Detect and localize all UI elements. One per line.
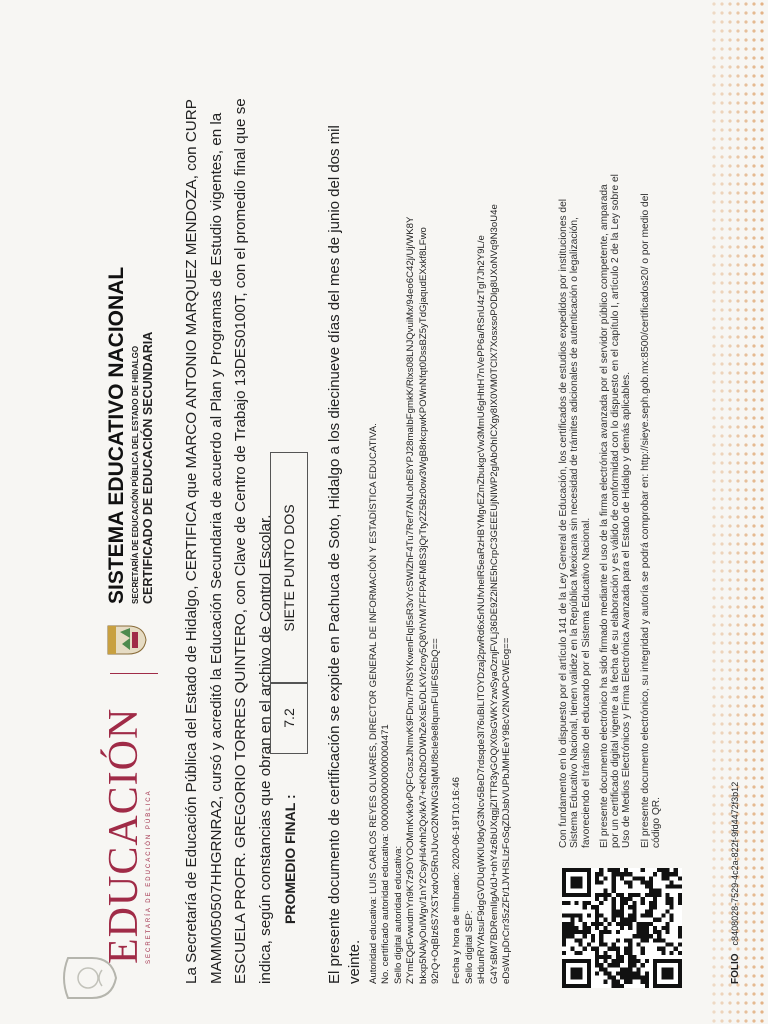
note-line: Con fundamento en lo dispuesto por el artículo 141 de la Ley General de Educación, los certificados de estudios expedidos por instituciones del: [558, 198, 569, 848]
certificate-type: CERTIFICADO DE EDUCACIÓN SECUNDARIA: [141, 331, 155, 604]
paragraph-line: ESCUELA PROFR. GREGORIO TORRES QUINTERO, con Clave de Centro de Trabajo 13DES0100T, con el promedio final que se: [232, 98, 250, 984]
certificate-number: No. certificado autoridad educativa: 00000000000000004471: [380, 724, 392, 984]
certification-paragraph: [180, 24, 279, 984]
note-line: Sistema Educativo Nacional, tienen validez en la República Mexicana sin necesidad de trámites adicionales de autenticación o legalización,: [569, 217, 581, 848]
system-title: SISTEMA EDUCATIVO NACIONAL: [105, 266, 128, 604]
note-line: El presente documento electrónico ha sido firmado mediante el uso de la firma electrónica avanzada por el servidor público competente, amparada: [598, 184, 610, 848]
secretariat-subtitle: SECRETARÍA DE EDUCACIÓN PÚBLICA DEL ESTADO DE HIDALGO: [131, 345, 140, 604]
folio-value: c8408028-7529-4c2a-822f-9fd4472f3b12: [730, 781, 740, 946]
digital-signature-block: [368, 24, 513, 984]
note-line: El presente documento electrónico, su integridad y autoría se podrá comprobar en: http://sieye.seph.gob.mx:8500/certificados20/ o por medio del: [639, 193, 651, 848]
note-line: código QR.: [651, 797, 663, 848]
average-value-box: [270, 682, 308, 754]
legal-notes: [558, 28, 662, 848]
qr-code-icon[interactable]: [562, 868, 682, 988]
note-line: Uso de Medios Electrónicos y Firma Electrónica Avanzada para el Estado de Hidalgo y demás aplicables.: [621, 371, 633, 848]
paragraph-line: indica, según constancias que obran en el archivo de Control Escolar.: [257, 514, 275, 984]
seal-line: bkxp5NAlyOuIWgv/1nY2CsyHi4vhh2Qx/kA7+eKh2bODWhZeXsEvDLKVr2roy5Q8VhVM7FFPAFMBS3jQrTty2Z5Bz0ow3WgB8rkcpwKPOWnNfqt0DssBZ5yTdGjaqudEXxkf8LFwo: [417, 227, 429, 984]
sep-seal-line: eDsWLpDrCrr35zZFt/1JVHSLlzFoSqZDJsbVUPbJMHEeY9BcV2NVAPCWEog==: [501, 637, 513, 984]
sep-logo: [100, 694, 152, 964]
timestamp: Fecha y hora de timbrado: 2020-06-19T10:16:46: [451, 777, 463, 984]
average-label: PROMEDIO FINAL :: [282, 794, 298, 924]
seal-line: 92rQ+OqBIz6S7XSTxdvO5RnJUvcO2NWNG3IqMUf8cIe9e8IqumFUiIF6SEbQ==: [430, 638, 442, 984]
note-line: favoreciendo el tránsito del educando por el Sistema Educativo Nacional.: [580, 517, 592, 848]
expedition-line: El presente documento de certificación se expide en Pachuca de Soto, Hidalgo a los diecinueve días del mes de junio del dos mil: [326, 125, 343, 984]
expedition-statement: [325, 24, 365, 984]
folio: [730, 782, 741, 984]
hidalgo-state-seal-icon: [104, 622, 148, 658]
seal-line: ZYmEQdFvwudmYn9K7z9OYOOMmKvk9vPQFCoszJNmvK9FDnu7PNSYKwenFIqI5sR3vYcSWIZhF4Tu7Ref7ANLohE8YPJ28maIbFgmkK/Rlxs08LNJQvuiMx/94eo6C42j/Uj/WK8Y: [405, 216, 417, 984]
brand-subtitle: SECRETARÍA DE EDUCACIÓN PÚBLICA: [146, 789, 152, 964]
paragraph-line: MAMM050507HHGRNRA2, cursó y acreditó la Educación Secundaria de acuerdo al Plan y Programas de Estudio vigentes, en la: [207, 112, 225, 984]
seal-label: Sello digital autoridad educativa:: [392, 845, 404, 984]
folio-label: FOLIO: [730, 953, 741, 984]
note-line: por un certificado digital vigente a la fecha de su elaboración y es válido de conformidad con lo dispuesto en el capítulo I, artículo 2 de la Ley sobre el: [610, 174, 622, 848]
average-words: SIETE PUNTO DOS: [281, 504, 297, 632]
education-authority: Autoridad educativa: LUIS CARLOS REYES OLIVARES, DIRECTOR GENERAL DE INFORMACIÓN Y ESTADÍSTICA EDUCATIVA.: [368, 423, 379, 984]
sep-seal-label: Sello digital SEP:: [463, 910, 475, 984]
document-titles: [105, 266, 155, 604]
brand-name: EDUCACIÓN: [101, 707, 147, 964]
sep-seal-line: G4YsBM7BDRemIlgA/dJ+ohY4z6bUXqgjZITTR3yGOQ/X0sGWKYzwSyaOznjFVLj36DE9Z2iNE5hCrpC3GEEEUjNIWP2glAbOhICXgy8IX0VM0TClX7XosxsoPODlg8UXoNVq9N3oU4e: [488, 204, 500, 984]
paragraph-line: La Secretaría de Educación Pública del Estado de Hidalgo, CERTIFICA que MARCO ANTONIO MARQUEZ MENDOZA, con CURP: [183, 99, 200, 984]
average-words-box: [270, 452, 308, 684]
logo-divider: [110, 673, 158, 674]
sep-seal-line: sHdunR/YAtsuF9dgGVDUqWKlU9dyG3Ncv5BeD7rdsqde3I76uBiLITOYDzaj2pwRd6x5rNUfvhelR5eaRzHBYMgvEZmZbukgcVw3MmU6gHhtH7nVePP6a/RSnU4zTgI7Jh2Y9L/e: [476, 235, 488, 984]
average-value: 7.2: [281, 708, 297, 728]
expedition-line: veinte.: [346, 939, 363, 984]
